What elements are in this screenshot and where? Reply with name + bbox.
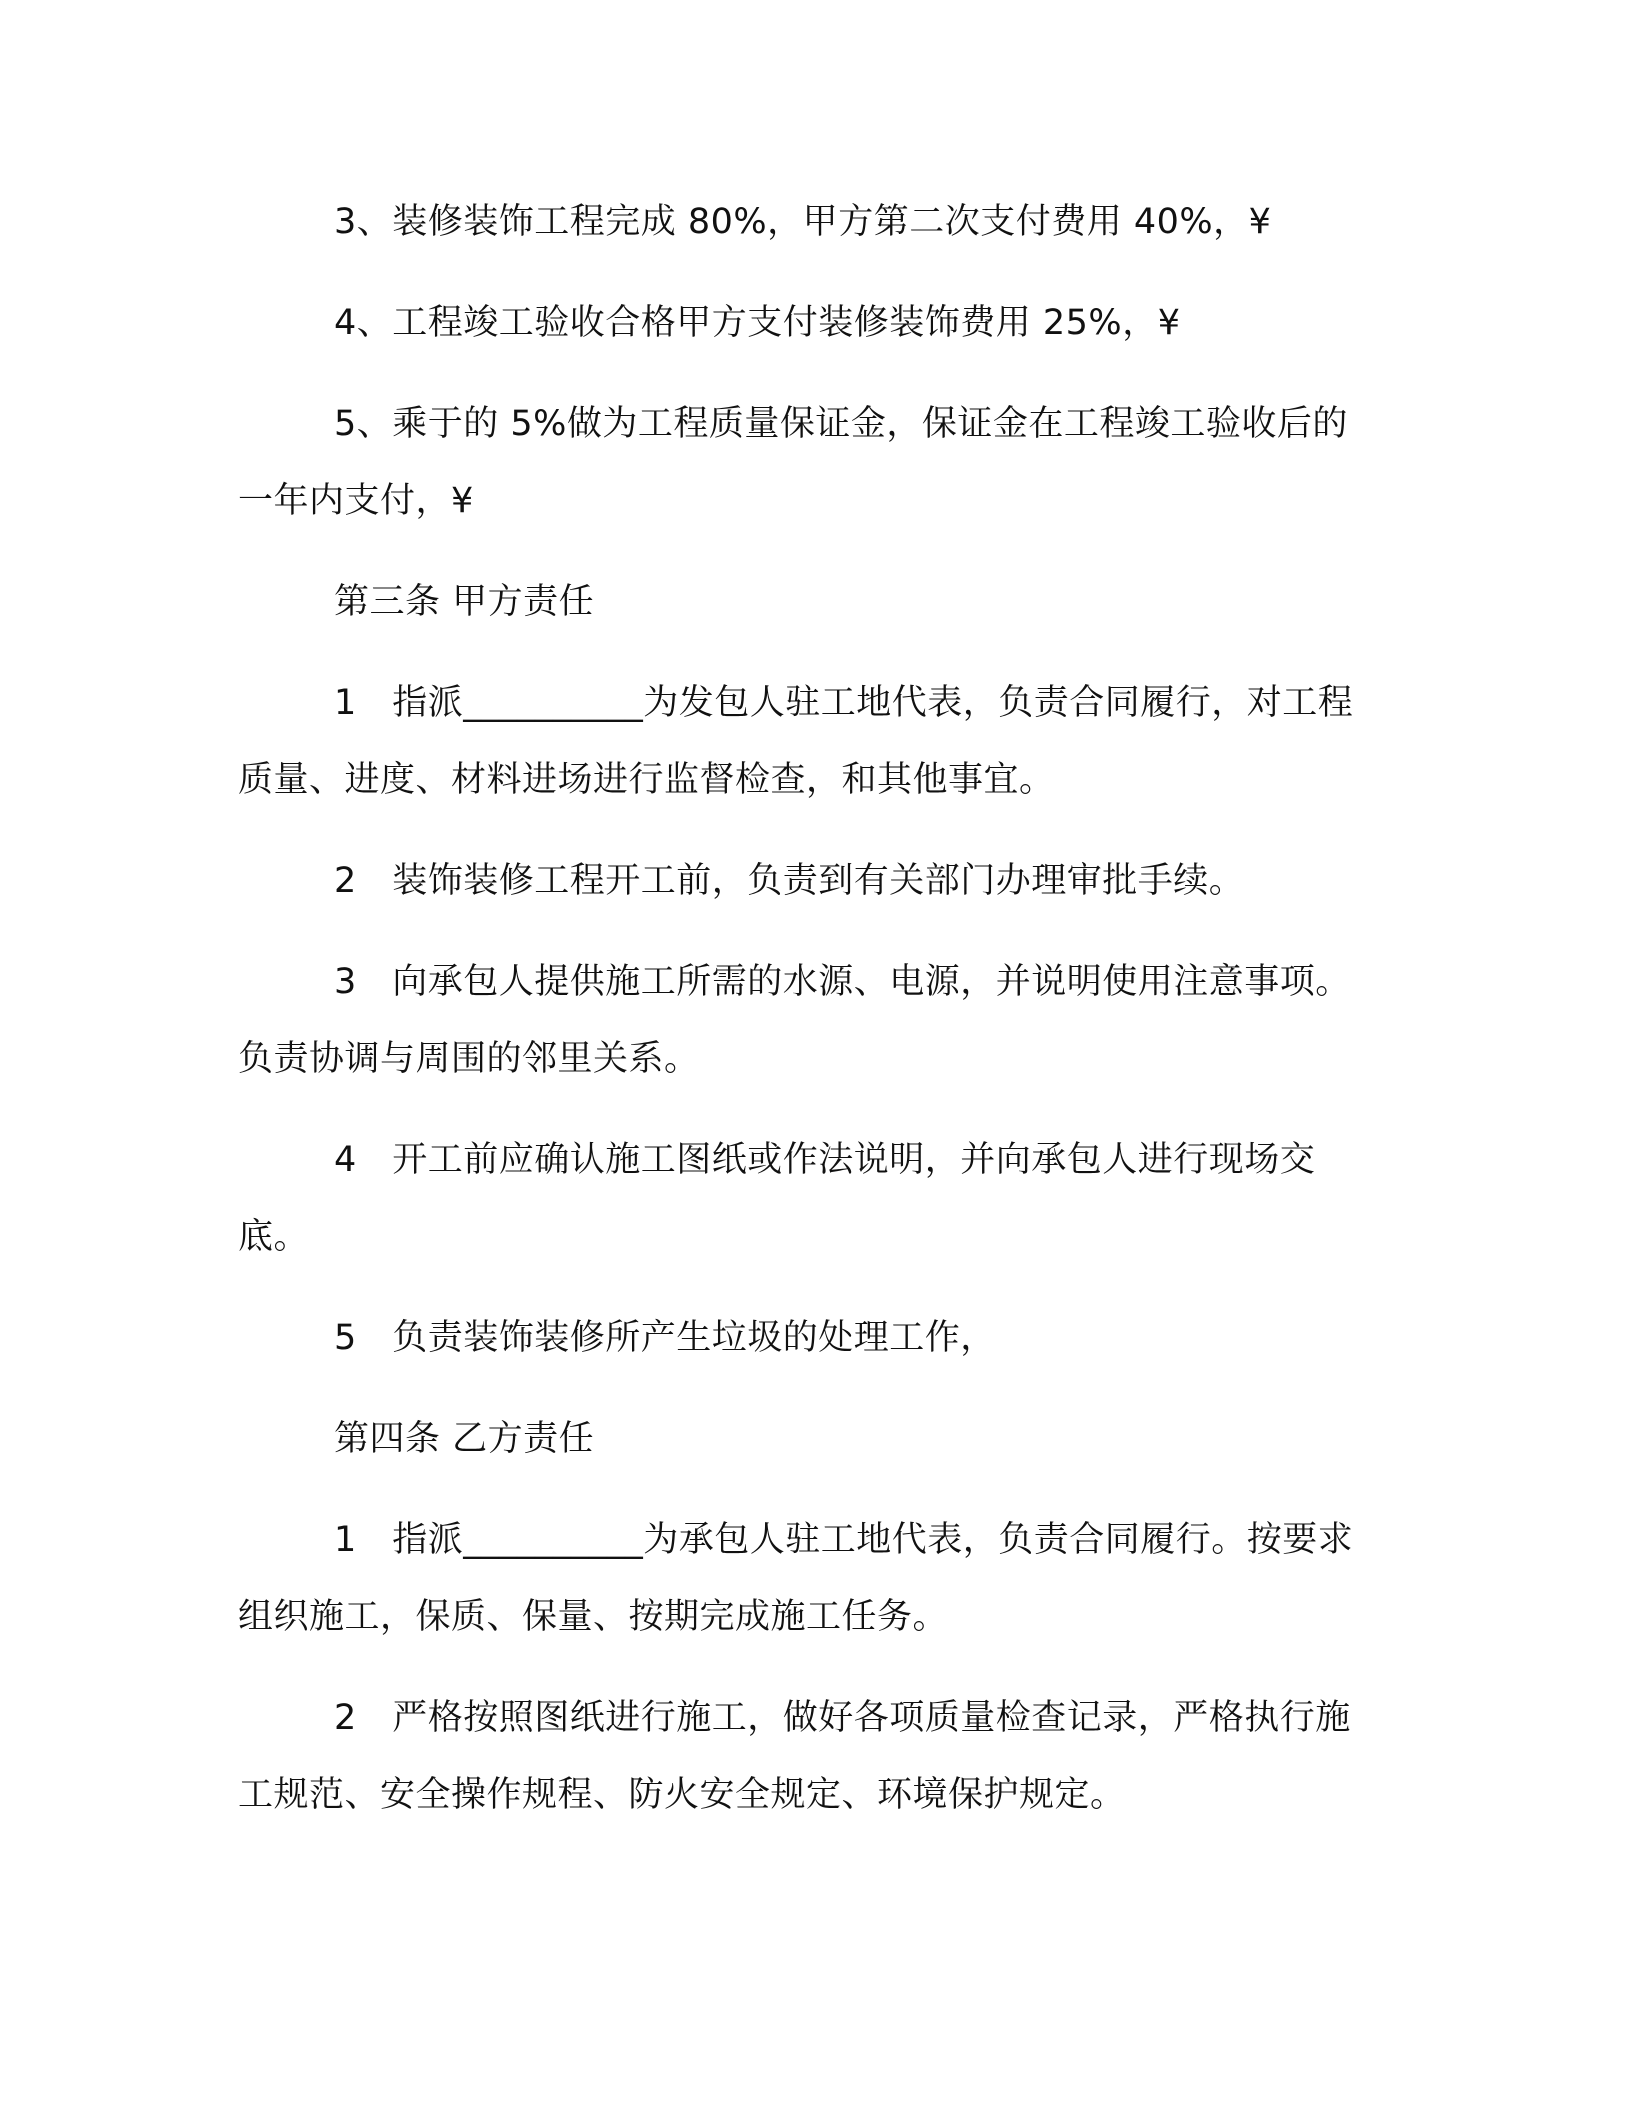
- party-a-clause-4: 4 开工前应确认施工图纸或作法说明，并向承包人进行现场交底。: [238, 1140, 1316, 1257]
- payment-clause-5: 5、乘于的 5%做为工程质量保证金，保证金在工程竣工验收后的一年内支付，¥: [238, 404, 1348, 521]
- section-heading-party-a: 第三条 甲方责任: [334, 582, 595, 622]
- party-a-clause-3: 3 向承包人提供施工所需的水源、电源，并说明使用注意事项。负责协调与周围的邻里关系。: [238, 962, 1351, 1079]
- section-heading-party-b: 第四条 乙方责任: [334, 1419, 595, 1459]
- party-a-clause-5: 5 负责装饰装修所产生垃圾的处理工作，: [334, 1318, 996, 1358]
- party-b-clause-1: 1 指派__________为承包人驻工地代表，负责合同履行。按要求组织施工，保质、保量、按期完成施工任务。: [238, 1520, 1354, 1637]
- document-body: [238, 184, 1358, 1834]
- payment-clause-3: 3、装修装饰工程完成 80%，甲方第二次支付费用 40%，¥: [334, 202, 1272, 242]
- payment-clause-4: 4、工程竣工验收合格甲方支付装修装饰费用 25%，¥: [334, 303, 1181, 343]
- party-a-clause-2: 2 装饰装修工程开工前，负责到有关部门办理审批手续。: [334, 861, 1245, 901]
- party-a-clause-1: 1 指派__________为发包人驻工地代表，负责合同履行，对工程质量、进度、材料进场进行监督检查，和其他事宜。: [238, 683, 1354, 800]
- party-b-clause-2: 2 严格按照图纸进行施工，做好各项质量检查记录，严格执行施工规范、安全操作规程、防火安全规定、环境保护规定。: [238, 1698, 1351, 1815]
